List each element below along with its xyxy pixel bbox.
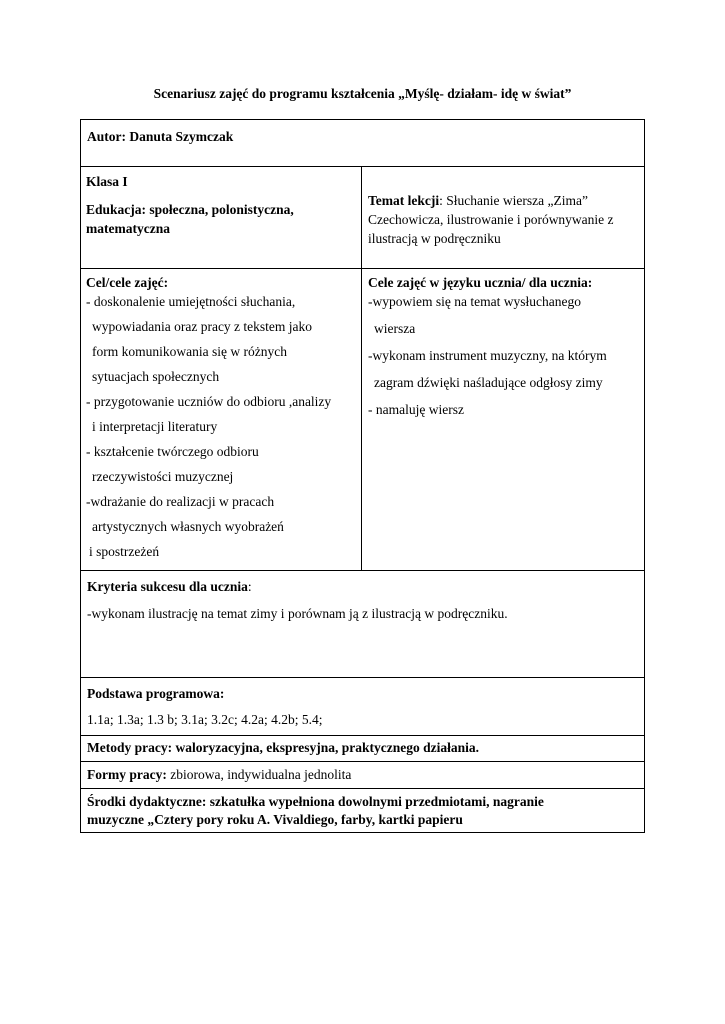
student-goal-line: wiersza <box>374 321 416 336</box>
criteria-row <box>80 570 645 678</box>
goal-line: form komunikowania się w różnych <box>92 344 287 359</box>
topic-label: Temat lekcji <box>368 193 440 208</box>
author-text: Autor: Danuta Szymczak <box>87 129 234 144</box>
topic-line3: ilustracją w podręczniku <box>368 231 501 246</box>
forms-label: Formy pracy: <box>87 767 167 782</box>
topic-text-1: : Słuchanie wiersza „Zima” <box>439 193 588 208</box>
goal-line: -wdrażanie do realizacji w pracach <box>86 494 275 509</box>
resources-line1: Środki dydaktyczne: szkatułka wypełniona dowolnymi przedmiotami, nagranie <box>87 794 544 809</box>
education-line2: matematyczna <box>86 221 170 236</box>
class-label: Klasa I <box>86 174 128 189</box>
education-line1: Edukacja: społeczna, polonistyczna, <box>86 202 294 217</box>
resources-line2: muzyczne „Cztery pory roku A. Vivaldiego, farby, kartki papieru <box>87 812 463 827</box>
page-title: Scenariusz zajęć do programu kształcenia „Myślę- działam- idę w świat” <box>153 86 572 101</box>
goal-line: - doskonalenie umiejętności słuchania, <box>86 294 296 309</box>
topic-line1 <box>368 193 588 209</box>
goal-line: wypowiadania oraz pracy z tekstem jako <box>92 319 313 334</box>
curriculum-text: 1.1a; 1.3a; 1.3 b; 3.1a; 3.2c; 4.2a; 4.2b; 5.4; <box>87 712 323 727</box>
goals-row-divider <box>361 268 362 571</box>
methods-row <box>80 735 645 762</box>
goals-label: Cel/cele zajęć: <box>86 275 169 290</box>
student-goal-line: zagram dźwięki naśladujące odgłosy zimy <box>374 375 603 390</box>
goal-line: i spostrzeżeń <box>89 544 160 559</box>
student-goal-line: -wykonam instrument muzyczny, na którym <box>368 348 607 363</box>
goal-line: artystycznych własnych wyobrażeń <box>92 519 284 534</box>
topic-line2: Czechowicza, ilustrowanie i porównywanie z <box>368 212 614 227</box>
curriculum-label: Podstawa programowa: <box>87 686 225 701</box>
curriculum-row <box>80 677 645 736</box>
class-row-divider <box>361 166 362 269</box>
goal-line: i interpretacji literatury <box>92 419 218 434</box>
goal-line: - przygotowanie uczniów do odbioru ,analizy <box>86 394 332 409</box>
forms-row <box>80 761 645 789</box>
student-goals-label: Cele zajęć w języku ucznia/ dla ucznia: <box>368 275 593 290</box>
criteria-colon: : <box>247 579 252 594</box>
criteria-heading <box>87 579 252 595</box>
criteria-text: -wykonam ilustrację na temat zimy i porównam ją z ilustracją w podręczniku. <box>87 606 508 621</box>
student-goal-line: -wypowiem się na temat wysłuchanego <box>368 294 581 309</box>
methods-text: Metody pracy: waloryzacyjna, ekspresyjna, praktycznego działania. <box>87 740 479 755</box>
forms-text: zbiorowa, indywidualna jednolita <box>166 767 352 782</box>
resources-row <box>80 788 645 833</box>
goal-line: - kształcenie twórczego odbioru <box>86 444 259 459</box>
author-row <box>80 119 645 167</box>
student-goal-line: - namaluję wiersz <box>368 402 464 417</box>
criteria-label: Kryteria sukcesu dla ucznia <box>87 579 248 594</box>
goal-line: sytuacjach społecznych <box>92 369 220 384</box>
goal-line: rzeczywistości muzycznej <box>92 469 234 484</box>
forms-line <box>87 767 351 783</box>
